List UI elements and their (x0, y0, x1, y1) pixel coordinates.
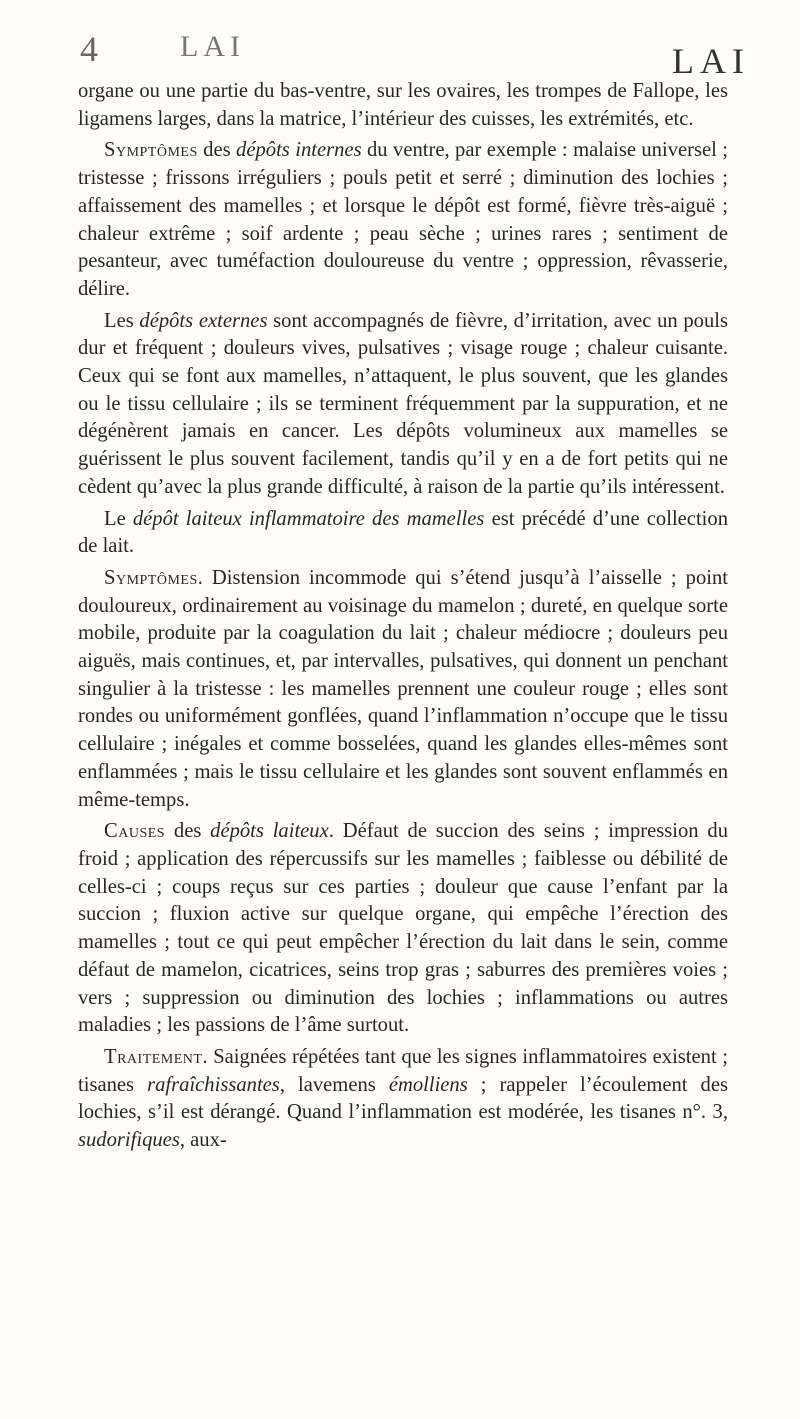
paragraph (78, 506, 728, 561)
paragraph (78, 78, 728, 133)
running-head-left: LAI (180, 30, 245, 63)
running-head-right: LAI (672, 41, 750, 81)
page-number: 4 (80, 29, 98, 69)
italic-run: dépôts laiteux (210, 820, 329, 843)
text-run: des (197, 139, 237, 162)
italic-run: dépôt laiteux inflammatoire des mamelles (132, 507, 485, 530)
text-run: . Défaut de succion des seins ; impression du froid ; application des répercussifs sur les mamelles ; faiblesse ou débilité de celles-ci ; coups reçus sur ces parties ; douleur que cause l’enfant par la succion ; fluxion active sur quelque organe, qui empêche l’érection des mamelles ; tout ce qui peut empêcher l’érection du lait dans le sein, comme défaut de mamelon, cicatrices, seins trop gras ; saburres des premières voies ; vers ; suppression ou diminution des lochies ; inflammations ou autres maladies ; les passions de l’âme surtout. (78, 820, 728, 1037)
small-caps-run: Causes (104, 820, 166, 843)
text-run: Les (104, 309, 140, 332)
text-run: est précédé d’une collection de lait. (78, 507, 728, 558)
text-run: , aux- (179, 1129, 227, 1152)
text-run: Le (104, 507, 133, 530)
page-header (80, 28, 750, 81)
text-run: . Distension incommode qui s’étend jusqu’à l’aisselle ; point douloureux, ordinairement au voisinage du mamelon ; dureté, en quelque sorte mobile, produite par la coagulation du lait ; chaleur médiocre ; douleurs peu aiguës, mais continues, et, par intervalles, pulsatives, qui donnent un penchant singulier à la tristesse : les mamelles prennent une couleur rouge ; elles sont rondes ou uniformément gonflées, quand l’inflammation n’occupe que le tissu cellulaire ; inégales et comme bosselées, quand les glandes elles-mêmes sont enflammées ; mais le tissu cellulaire et les glandes sont souvent enflammés en même-temps. (78, 566, 728, 811)
small-caps-run: Traitement (104, 1045, 203, 1068)
text-run: du ventre, par exemple : malaise universel ; tristesse ; frissons irréguliers ; pouls petit et serré ; diminution des lochies ; affaissement des mamelles ; et lorsque le dépôt est formé, fièvre très-aiguë ; chaleur extrême ; soif ardente ; peau sèche ; urines rares ; sentiment de pesanteur, avec tuméfaction douloureuse du ventre ; oppression, rêvasserie, délire. (78, 139, 729, 300)
italic-run: dépôts internes (236, 139, 362, 162)
italic-run: rafraîchissantes (147, 1073, 280, 1096)
paragraph (78, 565, 728, 814)
paragraph (78, 818, 728, 1040)
text-run: , lavemens (279, 1073, 389, 1096)
paragraph (78, 1044, 728, 1155)
italic-run: dépôts externes (139, 309, 268, 332)
page-body-text (78, 78, 728, 1159)
italic-run: émolliens (388, 1073, 468, 1096)
text-run: organe ou une partie du bas-ventre, sur les ovaires, les trompes de Fallope, les ligamens larges, dans la matrice, l’intérieur des cuisses, les extrémités, etc. (78, 80, 728, 130)
paragraph (78, 137, 728, 303)
italic-run: sudorifiques (78, 1129, 180, 1152)
text-run: . Saignées répétées tant que les signes inflammatoires existent ; tisanes (78, 1045, 728, 1096)
small-caps-run: Symptômes (104, 139, 198, 162)
text-run: ; rappeler l’écoulement des lochies, s’il est dérangé. Quand l’inflammation est modérée, les tisanes n°. 3, (78, 1073, 728, 1124)
text-run: sont accompagnés de fièvre, d’irritation, avec un pouls dur et fréquent ; douleurs vives, pulsatives ; visage rouge ; chaleur cuisante. Ceux qui se font aux mamelles, n’attaquent, le plus souvent, que les glandes ou le tissu cellulaire ; ils se terminent fréquemment par la suppuration, et ne dégénèrent jamais en cancer. Les dépôts volumineux aux mamelles se guérissent le plus souvent facilement, tandis qu’il y en a de fort petits qui ne cèdent qu’avec la plus grande difficulté, à raison de la partie qu’ils intéressent. (78, 309, 728, 498)
paragraph (78, 308, 728, 502)
text-run: des (165, 820, 211, 843)
small-caps-run: Symptômes (104, 566, 198, 589)
